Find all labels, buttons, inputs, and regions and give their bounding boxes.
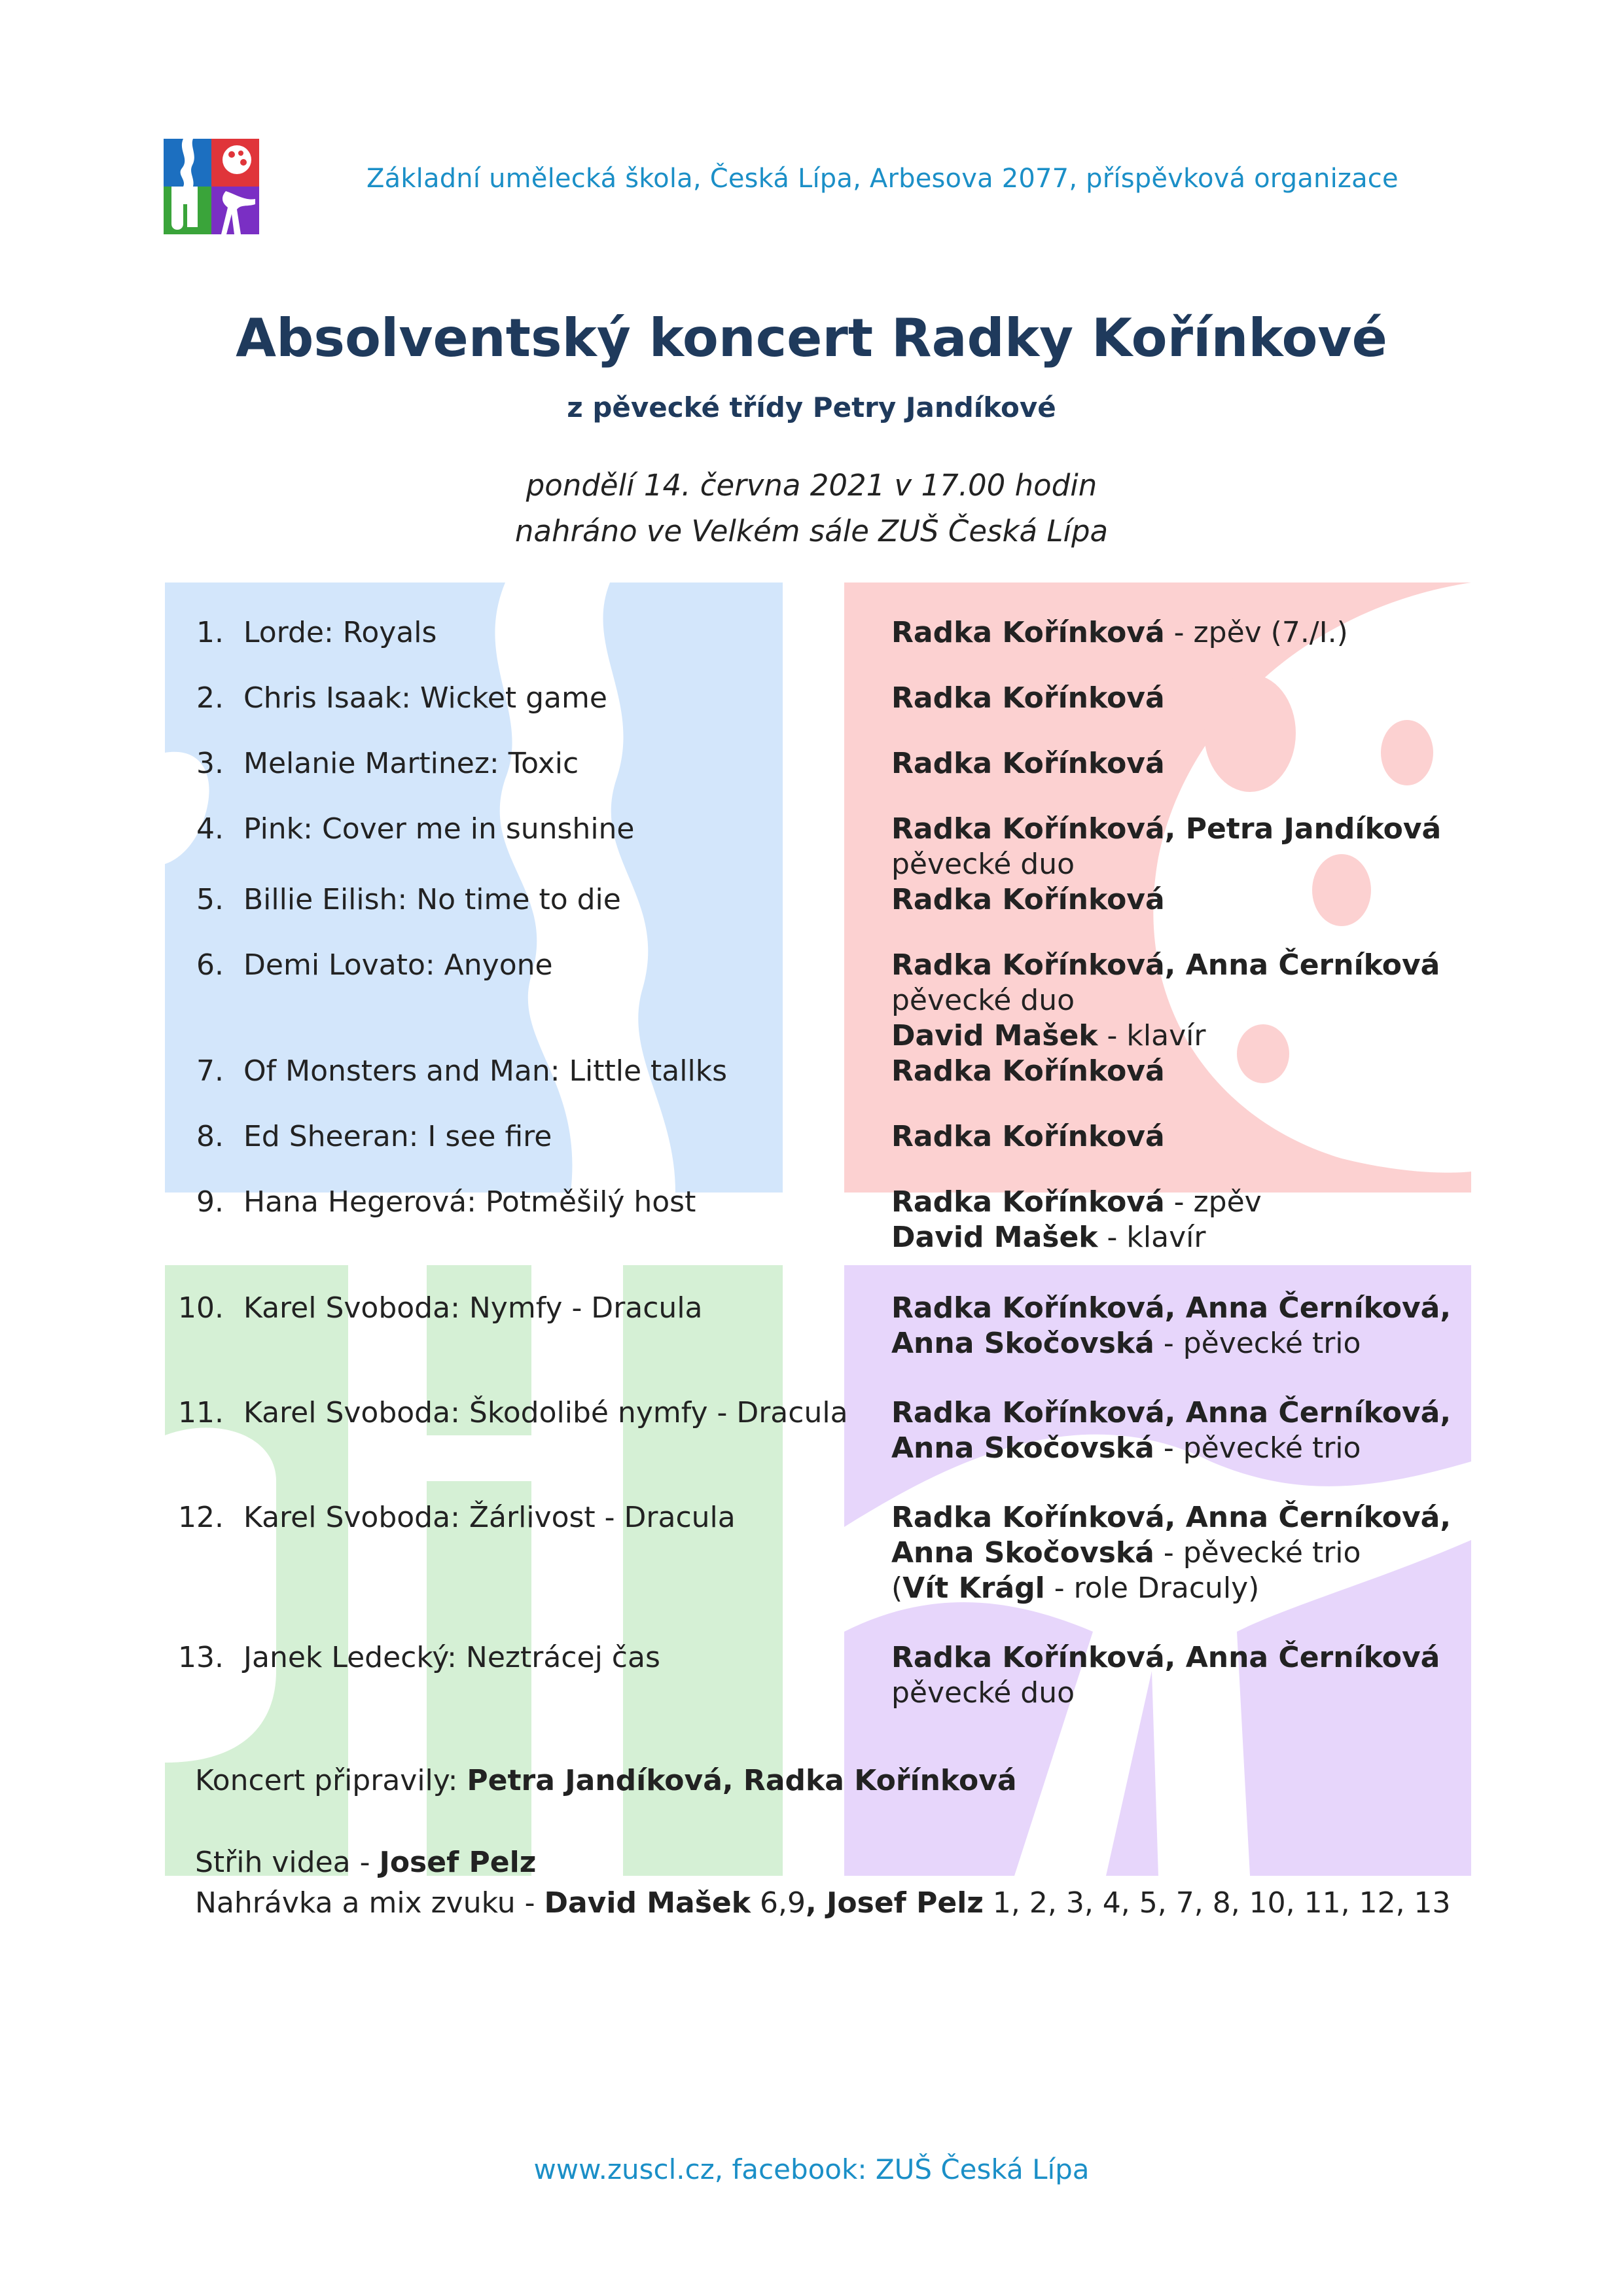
program-item-performers [891,1640,1440,1711]
performer-name: Radka Kořínková, Anna Černíková, [891,1396,1452,1429]
performer-name: Radka Kořínková [891,1054,1165,1088]
performer-role: pěvecké duo [891,848,1075,881]
program-item-number: 12. [178,1501,224,1534]
program-item-number: 7. [196,1054,224,1088]
program-item-song: Karel Svoboda: Žárlivost - Dracula [243,1501,736,1534]
credits-editing-label: Střih videa - [195,1846,380,1879]
program-item-performers [891,882,1165,918]
performer-name: Anna Skočovská [891,1327,1154,1360]
performer-line [891,1640,1440,1676]
program-item-number: 4. [196,812,224,846]
performer-line [891,1054,1165,1089]
program-item-song: Demi Lovato: Anyone [243,948,553,982]
program-item-number: 13. [178,1641,224,1674]
program-item-performers [891,812,1441,882]
performer-line [891,746,1165,781]
program-item-song: Pink: Cover me in sunshine [243,812,635,846]
footer-links[interactable]: www.zuscl.cz, facebook: ZUŠ Česká Lípa [533,2153,1090,2185]
program-item-number: 2. [196,681,224,715]
performer-role: - klavír [1097,1221,1206,1254]
performer-role: - klavír [1097,1019,1206,1052]
credits-sound-tracks1: 6,9 [751,1886,806,1920]
performer-name: Radka Kořínková [891,1120,1165,1153]
program-item-song: Janek Ledecký: Neztrácej čas [243,1641,660,1674]
performer-line [891,1185,1262,1220]
performer-name: Radka Kořínková, Anna Černíková, [891,1291,1452,1325]
credits-sound-name2: Josef Pelz [816,1886,984,1920]
performer-name: Anna Skočovská [891,1536,1154,1570]
program-item-song: Chris Isaak: Wicket game [243,681,607,715]
performer-role: - role Draculy) [1044,1571,1260,1605]
program-item-number: 6. [196,948,224,982]
credits-prepared [195,1764,1017,1797]
performer-name: Anna Skočovská [891,1431,1154,1465]
credits-sound-name1: David Mašek [544,1886,751,1920]
program-item-performers [891,1185,1262,1255]
credits-editing-name: Josef Pelz [379,1846,537,1879]
page-title: Absolventský koncert Radky Kořínkové [236,308,1387,368]
performer-line [891,847,1441,882]
program-item-song: Lorde: Royals [243,616,437,649]
program-item-number: 8. [196,1120,224,1153]
performer-line [891,1535,1451,1571]
performer-line [891,1431,1451,1466]
performer-role: pěvecké duo [891,1676,1075,1710]
performer-name: David Mašek [891,1221,1098,1254]
performer-prefix: ( [891,1571,903,1605]
performer-name: Radka Kořínková, Anna Černíková [891,948,1440,982]
program-item-performers [891,746,1165,781]
program-item-song: Karel Svoboda: Nymfy - Dracula [243,1291,703,1325]
program-item-song: Hana Hegerová: Potměšilý host [243,1185,696,1219]
program-item-performers [891,948,1440,1054]
program-item-song: Ed Sheeran: I see fire [243,1120,552,1153]
program-item-number: 11. [178,1396,224,1429]
performer-line [891,1500,1451,1535]
program-item-number: 1. [196,616,224,649]
page-subtitle: z pěvecké třídy Petry Jandíkové [567,391,1056,423]
performer-line [891,812,1441,847]
performer-role: - pěvecké trio [1154,1327,1361,1360]
performer-name: Radka Kořínková, Anna Černíková, [891,1501,1452,1534]
concert-venue: nahráno ve Velkém sále ZUŠ Česká Lípa [514,514,1109,548]
performer-role: pěvecké duo [891,984,1075,1017]
performer-name: Vít Krágl [902,1571,1045,1605]
performer-line [891,1220,1262,1255]
performer-name: Radka Kořínková [891,883,1165,916]
performer-line [891,983,1440,1018]
program-item-number: 10. [178,1291,224,1325]
performer-name: David Mašek [891,1019,1098,1052]
performer-name: Radka Kořínková, Anna Černíková [891,1641,1440,1674]
program-item-number: 9. [196,1185,224,1219]
program-item-song: Karel Svoboda: Škodolibé nymfy - Dracula [243,1396,848,1429]
program-item-performers [891,1119,1165,1155]
performer-name: Radka Kořínková [891,747,1165,780]
performer-name: Radka Kořínková, Petra Jandíková [891,812,1442,846]
program-item-number: 5. [196,883,224,916]
performer-role: - zpěv [1164,1185,1262,1219]
program-item-performers [891,681,1165,716]
performer-line [891,1326,1451,1361]
performer-role: - pěvecké trio [1154,1536,1361,1570]
program-item-song: Melanie Martinez: Toxic [243,747,579,780]
performer-line [891,948,1440,983]
performer-name: Radka Kořínková [891,1185,1165,1219]
credits-prepared-label: Koncert připravily: [195,1764,467,1797]
performer-name: Radka Kořínková [891,616,1165,649]
program-item-song: Of Monsters and Man: Little tallks [243,1054,728,1088]
program-item-number: 3. [196,747,224,780]
program-item-performers [891,615,1348,651]
performer-line [891,1119,1165,1155]
program-item-performers [891,1395,1451,1466]
credits-sound-comma: , [806,1886,817,1920]
performer-line [891,1676,1440,1711]
performer-line [891,1395,1451,1431]
performer-line [891,681,1165,716]
program-item-song: Billie Eilish: No time to die [243,883,621,916]
program-item-performers [891,1500,1451,1606]
concert-date: pondělí 14. června 2021 v 17.00 hodin [526,468,1097,503]
performer-line [891,615,1348,651]
credits-editing [195,1846,536,1879]
performer-name: Radka Kořínková [891,681,1165,715]
performer-role: - zpěv (7./I.) [1164,616,1348,649]
credits-sound-tracks2: 1, 2, 3, 4, 5, 7, 8, 10, 11, 12, 13 [983,1886,1451,1920]
performer-line [891,1291,1451,1326]
credits-sound [195,1886,1451,1920]
credits-sound-label: Nahrávka a mix zvuku - [195,1886,544,1920]
performer-role: - pěvecké trio [1154,1431,1361,1465]
organization-name: Základní umělecká škola, Česká Lípa, Arbesova 2077, příspěvková organizace [366,164,1399,194]
performer-line [891,882,1165,918]
performer-line [891,1571,1451,1606]
program-item-performers [891,1054,1165,1089]
program-item-performers [891,1291,1451,1361]
performer-line [891,1018,1440,1054]
credits-prepared-names: Petra Jandíková, Radka Kořínková [467,1764,1017,1797]
